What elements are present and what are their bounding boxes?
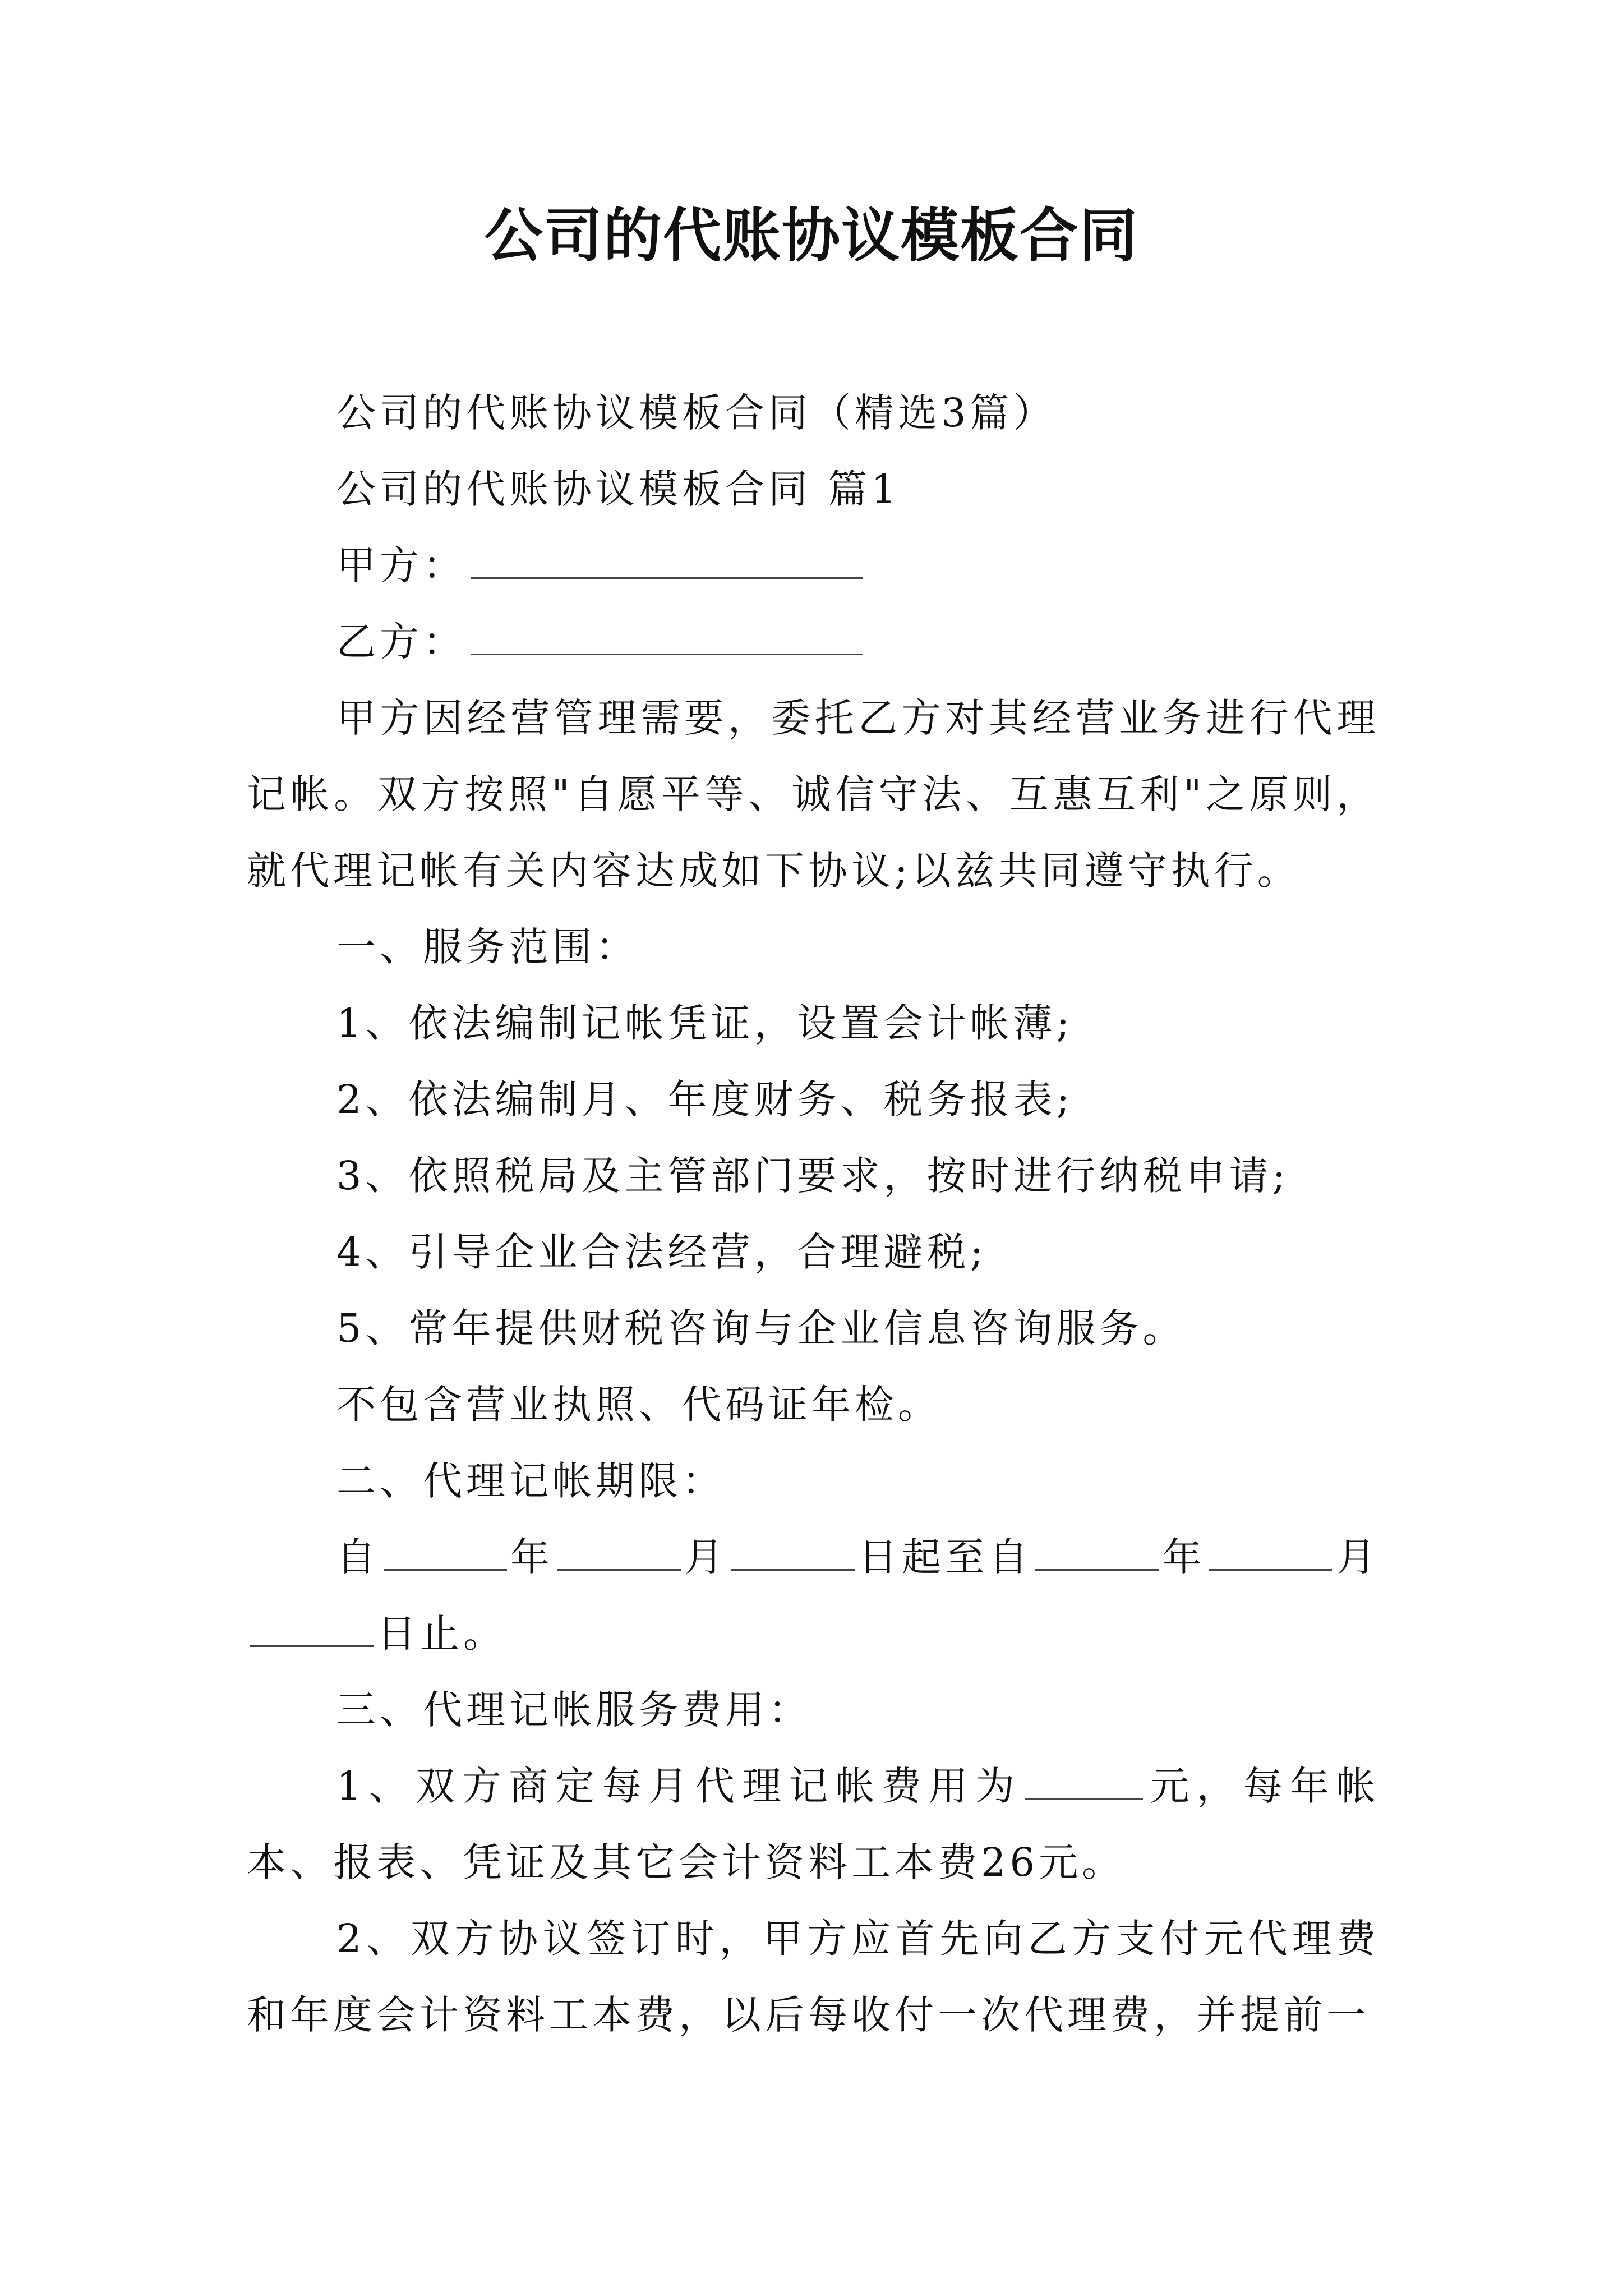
term-from: 自: [336, 1534, 380, 1580]
fee-heading: 三、代理记帐服务费用：: [336, 1687, 811, 1733]
document-title: 公司的代账协议模板合同: [484, 201, 1138, 270]
term-paragraph: [247, 1519, 1380, 1672]
party-b-line: [247, 604, 1380, 680]
scope-item: 3、依照税局及主管部门要求，按时进行纳税申请;: [336, 1153, 1290, 1199]
scope-heading: 一、服务范围：: [336, 924, 639, 970]
scope-item: 2、依法编制月、年度财务、税务报表;: [336, 1076, 1074, 1122]
term-month: 月: [1336, 1534, 1380, 1580]
fee-1-prefix: 1、双方商定每月代理记帐费用为: [336, 1763, 1022, 1809]
fee-1-suffix: 元，每年帐本、报表、凭证及其它会计资料工本费26元。: [247, 1763, 1380, 1885]
document-subtitle: 公司的代账协议模板合同（精选3篇）: [336, 390, 1057, 436]
party-a-label: 甲方：: [336, 542, 466, 588]
document-body: [247, 375, 1380, 2053]
scope-item: 5、常年提供财税咨询与企业信息咨询服务。: [336, 1305, 1186, 1351]
party-b-blank: [471, 621, 863, 655]
term-heading: 二、代理记帐期限：: [336, 1458, 725, 1504]
term-day-end: 日止。: [377, 1611, 506, 1657]
date-blank: [384, 1536, 507, 1571]
date-blank: [250, 1613, 374, 1647]
fee-paragraph-2: 2、双方协议签订时，甲方应首先向乙方支付元代理费和年度会计资料工本费，以后每收付一次代理费，并提前一: [247, 1916, 1380, 2038]
party-b-label: 乙方：: [336, 619, 466, 665]
scope-item: 1、依法编制记帐凭证，设置会计帐薄;: [336, 1000, 1074, 1046]
date-blank: [731, 1536, 855, 1571]
party-a-line: [247, 527, 1380, 604]
date-blank: [1035, 1536, 1159, 1571]
scope-exclusion: 不包含营业执照、代码证年检。: [336, 1382, 941, 1428]
term-year: 年: [1162, 1534, 1206, 1580]
section-heading: 公司的代账协议模板合同 篇1: [336, 466, 900, 512]
date-blank: [557, 1536, 681, 1571]
fee-paragraph-1: [247, 1748, 1380, 1901]
term-month: 月: [684, 1534, 728, 1580]
term-year: 年: [510, 1534, 554, 1580]
scope-item: 4、引导企业合法经营，合理避税;: [336, 1229, 988, 1275]
intro-paragraph: 甲方因经营管理需要，委托乙方对其经营业务进行代理记帐。双方按照"自愿平等、诚信守法、互惠互利"之原则，就代理记帐有关内容达成如下协议;以兹共同遵守执行。: [247, 695, 1380, 894]
term-day-start: 日起至自: [857, 1534, 1032, 1580]
date-blank: [1209, 1536, 1332, 1571]
fee-blank: [1025, 1765, 1143, 1800]
party-a-blank: [471, 545, 863, 579]
